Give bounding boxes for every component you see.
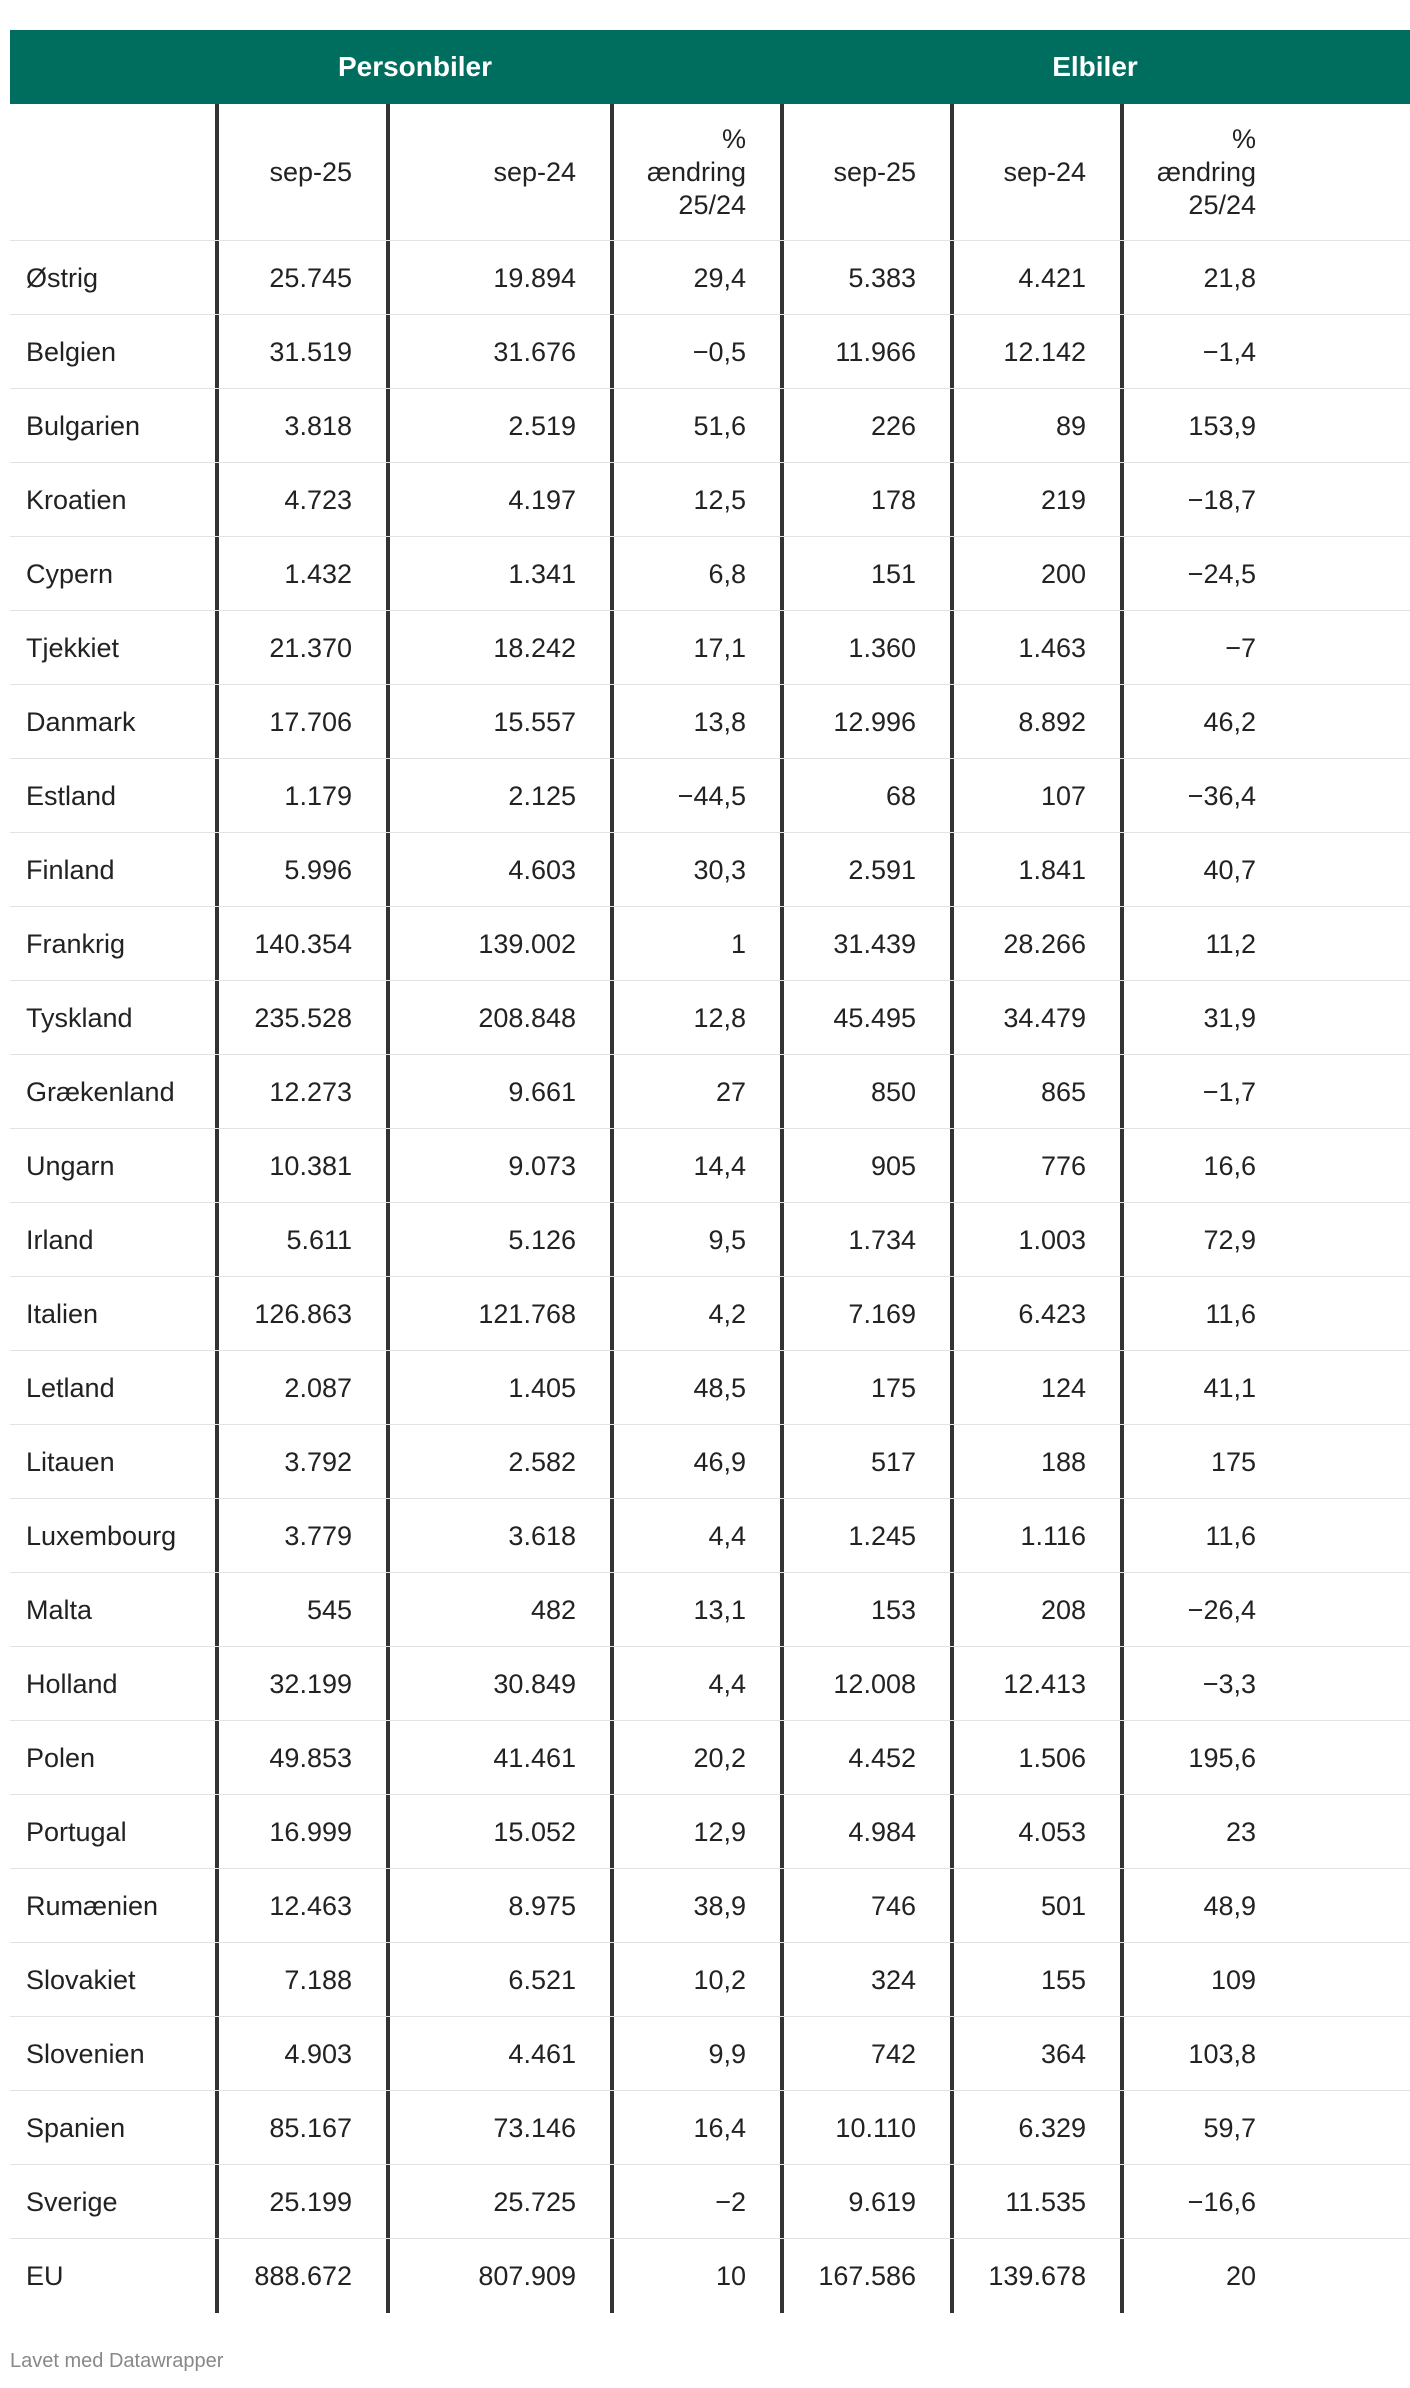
column-header: sep-25 bbox=[780, 104, 950, 240]
country-cell: Frankrig bbox=[26, 929, 126, 959]
table-row bbox=[10, 2239, 1410, 2313]
value-cell: 12,5 bbox=[610, 463, 780, 536]
value-cell: 9.073 bbox=[386, 1129, 610, 1202]
table-row bbox=[10, 1795, 1410, 1869]
table-row bbox=[10, 1499, 1410, 1573]
value-cell: 226 bbox=[780, 389, 950, 462]
country-cell: Danmark bbox=[26, 707, 136, 737]
table-row bbox=[10, 241, 1410, 315]
value-cell: 7.188 bbox=[215, 1943, 386, 2016]
country-cell: Malta bbox=[26, 1595, 93, 1625]
value-cell: 7.169 bbox=[780, 1277, 950, 1350]
value-cell: 25.725 bbox=[386, 2165, 610, 2238]
table-row bbox=[10, 1055, 1410, 1129]
value-cell: −2 bbox=[610, 2165, 780, 2238]
table-row bbox=[10, 1203, 1410, 1277]
value-cell: 107 bbox=[950, 759, 1120, 832]
value-cell: 151 bbox=[780, 537, 950, 610]
table-row bbox=[10, 1351, 1410, 1425]
value-cell: 21,8 bbox=[1120, 241, 1290, 314]
value-cell: 12.008 bbox=[780, 1647, 950, 1720]
value-cell: 4,2 bbox=[610, 1277, 780, 1350]
value-cell: 12,8 bbox=[610, 981, 780, 1054]
value-cell: 21.370 bbox=[215, 611, 386, 684]
country-cell: Sverige bbox=[26, 2187, 118, 2217]
table-row bbox=[10, 2165, 1410, 2239]
value-cell: 1.003 bbox=[950, 1203, 1120, 1276]
country-cell: Letland bbox=[26, 1373, 115, 1403]
value-cell: 12,9 bbox=[610, 1795, 780, 1868]
value-cell: 517 bbox=[780, 1425, 950, 1498]
value-cell: 109 bbox=[1120, 1943, 1290, 2016]
value-cell: 6,8 bbox=[610, 537, 780, 610]
value-cell: −36,4 bbox=[1120, 759, 1290, 832]
value-cell: 32.199 bbox=[215, 1647, 386, 1720]
country-cell: Holland bbox=[26, 1669, 118, 1699]
value-cell: 18.242 bbox=[386, 611, 610, 684]
value-cell: 5.126 bbox=[386, 1203, 610, 1276]
value-cell: 16,6 bbox=[1120, 1129, 1290, 1202]
value-cell: 139.002 bbox=[386, 907, 610, 980]
value-cell: 1.405 bbox=[386, 1351, 610, 1424]
value-cell: 167.586 bbox=[780, 2239, 950, 2313]
table-row bbox=[10, 537, 1410, 611]
table-row bbox=[10, 2017, 1410, 2091]
value-cell: 16.999 bbox=[215, 1795, 386, 1868]
value-cell: 742 bbox=[780, 2017, 950, 2090]
value-cell: 324 bbox=[780, 1943, 950, 2016]
value-cell: 178 bbox=[780, 463, 950, 536]
country-cell: Slovakiet bbox=[26, 1965, 136, 1995]
country-cell: Grækenland bbox=[26, 1077, 175, 1107]
value-cell: 2.125 bbox=[386, 759, 610, 832]
country-cell: Slovenien bbox=[26, 2039, 145, 2069]
value-cell: 2.591 bbox=[780, 833, 950, 906]
value-cell: 12.413 bbox=[950, 1647, 1120, 1720]
value-cell: 5.611 bbox=[215, 1203, 386, 1276]
value-cell: 31,9 bbox=[1120, 981, 1290, 1054]
value-cell: 2.582 bbox=[386, 1425, 610, 1498]
country-cell: Tyskland bbox=[26, 1003, 133, 1033]
value-cell: 208.848 bbox=[386, 981, 610, 1054]
value-cell: 12.142 bbox=[950, 315, 1120, 388]
value-cell: 6.521 bbox=[386, 1943, 610, 2016]
value-cell: 364 bbox=[950, 2017, 1120, 2090]
value-cell: 2.519 bbox=[386, 389, 610, 462]
value-cell: 9.661 bbox=[386, 1055, 610, 1128]
value-cell: 888.672 bbox=[215, 2239, 386, 2313]
table-row bbox=[10, 1869, 1410, 1943]
table-row bbox=[10, 1129, 1410, 1203]
country-cell: Belgien bbox=[26, 337, 117, 367]
group-header-row bbox=[10, 30, 1410, 104]
column-header: % ændring 25/24 bbox=[610, 104, 780, 240]
value-cell: 46,2 bbox=[1120, 685, 1290, 758]
value-cell: 40,7 bbox=[1120, 833, 1290, 906]
value-cell: −3,3 bbox=[1120, 1647, 1290, 1720]
value-cell: 3.818 bbox=[215, 389, 386, 462]
value-cell: 16,4 bbox=[610, 2091, 780, 2164]
value-cell: −44,5 bbox=[610, 759, 780, 832]
value-cell: 10.381 bbox=[215, 1129, 386, 1202]
value-cell: 41,1 bbox=[1120, 1351, 1290, 1424]
table-row bbox=[10, 2091, 1410, 2165]
table-row bbox=[10, 1573, 1410, 1647]
country-cell: Litauen bbox=[26, 1447, 115, 1477]
table-row bbox=[10, 833, 1410, 907]
table-row bbox=[10, 981, 1410, 1055]
table-row bbox=[10, 1943, 1410, 2017]
column-header: sep-25 bbox=[215, 104, 386, 240]
value-cell: 4.984 bbox=[780, 1795, 950, 1868]
column-header bbox=[10, 104, 215, 240]
column-header-row bbox=[10, 104, 1410, 241]
value-cell: 23 bbox=[1120, 1795, 1290, 1868]
value-cell: 13,8 bbox=[610, 685, 780, 758]
value-cell: 48,5 bbox=[610, 1351, 780, 1424]
value-cell: 9,5 bbox=[610, 1203, 780, 1276]
value-cell: 4.197 bbox=[386, 463, 610, 536]
value-cell: 5.383 bbox=[780, 241, 950, 314]
value-cell: 153,9 bbox=[1120, 389, 1290, 462]
value-cell: 17,1 bbox=[610, 611, 780, 684]
value-cell: 3.792 bbox=[215, 1425, 386, 1498]
value-cell: 8.975 bbox=[386, 1869, 610, 1942]
value-cell: 8.892 bbox=[950, 685, 1120, 758]
value-cell: 200 bbox=[950, 537, 1120, 610]
value-cell: 1.360 bbox=[780, 611, 950, 684]
table-row bbox=[10, 611, 1410, 685]
value-cell: 188 bbox=[950, 1425, 1120, 1498]
value-cell: 124 bbox=[950, 1351, 1120, 1424]
value-cell: 1 bbox=[610, 907, 780, 980]
value-cell: 4.723 bbox=[215, 463, 386, 536]
column-header: sep-24 bbox=[950, 104, 1120, 240]
value-cell: 501 bbox=[950, 1869, 1120, 1942]
value-cell: 1.463 bbox=[950, 611, 1120, 684]
value-cell: 807.909 bbox=[386, 2239, 610, 2313]
value-cell: −1,7 bbox=[1120, 1055, 1290, 1128]
value-cell: 1.506 bbox=[950, 1721, 1120, 1794]
table-row bbox=[10, 759, 1410, 833]
value-cell: 2.087 bbox=[215, 1351, 386, 1424]
value-cell: −0,5 bbox=[610, 315, 780, 388]
value-cell: 126.863 bbox=[215, 1277, 386, 1350]
value-cell: 12.273 bbox=[215, 1055, 386, 1128]
value-cell: −18,7 bbox=[1120, 463, 1290, 536]
value-cell: 59,7 bbox=[1120, 2091, 1290, 2164]
value-cell: 34.479 bbox=[950, 981, 1120, 1054]
value-cell: 9.619 bbox=[780, 2165, 950, 2238]
value-cell: 15.052 bbox=[386, 1795, 610, 1868]
value-cell: 235.528 bbox=[215, 981, 386, 1054]
data-table bbox=[10, 30, 1410, 2313]
value-cell: 4.421 bbox=[950, 241, 1120, 314]
table-row bbox=[10, 315, 1410, 389]
value-cell: 1.116 bbox=[950, 1499, 1120, 1572]
country-cell: Ungarn bbox=[26, 1151, 115, 1181]
country-cell: Irland bbox=[26, 1225, 94, 1255]
value-cell: 31.519 bbox=[215, 315, 386, 388]
table-row bbox=[10, 389, 1410, 463]
value-cell: 20 bbox=[1120, 2239, 1290, 2313]
value-cell: 11.535 bbox=[950, 2165, 1120, 2238]
value-cell: −1,4 bbox=[1120, 315, 1290, 388]
table-row bbox=[10, 685, 1410, 759]
value-cell: 6.423 bbox=[950, 1277, 1120, 1350]
value-cell: 1.179 bbox=[215, 759, 386, 832]
value-cell: 10,2 bbox=[610, 1943, 780, 2016]
value-cell: 85.167 bbox=[215, 2091, 386, 2164]
value-cell: 89 bbox=[950, 389, 1120, 462]
value-cell: 4.053 bbox=[950, 1795, 1120, 1868]
table-viewport[interactable] bbox=[10, 30, 1256, 2330]
value-cell: 6.329 bbox=[950, 2091, 1120, 2164]
country-cell: Luxembourg bbox=[26, 1521, 177, 1551]
value-cell: 5.996 bbox=[215, 833, 386, 906]
value-cell: 73.146 bbox=[386, 2091, 610, 2164]
value-cell: 4,4 bbox=[610, 1499, 780, 1572]
value-cell: 51,6 bbox=[610, 389, 780, 462]
value-cell: 175 bbox=[780, 1351, 950, 1424]
country-cell: Kroatien bbox=[26, 485, 127, 515]
country-cell: Finland bbox=[26, 855, 115, 885]
value-cell: 140.354 bbox=[215, 907, 386, 980]
value-cell: 905 bbox=[780, 1129, 950, 1202]
country-cell: Cypern bbox=[26, 559, 114, 589]
group-title-elbiler: Elbiler bbox=[1052, 51, 1138, 82]
value-cell: 25.745 bbox=[215, 241, 386, 314]
country-cell: Østrig bbox=[26, 263, 99, 293]
value-cell: 49.853 bbox=[215, 1721, 386, 1794]
value-cell: −26,4 bbox=[1120, 1573, 1290, 1646]
country-cell: EU bbox=[26, 2261, 64, 2291]
group-title-personbiler: Personbiler bbox=[337, 51, 493, 82]
value-cell: 865 bbox=[950, 1055, 1120, 1128]
value-cell: 746 bbox=[780, 1869, 950, 1942]
value-cell: 1.245 bbox=[780, 1499, 950, 1572]
value-cell: 11,6 bbox=[1120, 1499, 1290, 1572]
value-cell: −24,5 bbox=[1120, 537, 1290, 610]
value-cell: 48,9 bbox=[1120, 1869, 1290, 1942]
value-cell: −16,6 bbox=[1120, 2165, 1290, 2238]
value-cell: 13,1 bbox=[610, 1573, 780, 1646]
value-cell: 15.557 bbox=[386, 685, 610, 758]
value-cell: 545 bbox=[215, 1573, 386, 1646]
value-cell: 3.779 bbox=[215, 1499, 386, 1572]
value-cell: 41.461 bbox=[386, 1721, 610, 1794]
value-cell: 19.894 bbox=[386, 241, 610, 314]
column-header: sep-24 bbox=[386, 104, 610, 240]
value-cell: 38,9 bbox=[610, 1869, 780, 1942]
value-cell: 30.849 bbox=[386, 1647, 610, 1720]
country-cell: Portugal bbox=[26, 1817, 127, 1847]
value-cell: 11.966 bbox=[780, 315, 950, 388]
value-cell: 31.439 bbox=[780, 907, 950, 980]
value-cell: 27 bbox=[610, 1055, 780, 1128]
value-cell: 175 bbox=[1120, 1425, 1290, 1498]
value-cell: 482 bbox=[386, 1573, 610, 1646]
country-cell: Estland bbox=[26, 781, 117, 811]
value-cell: 20,2 bbox=[610, 1721, 780, 1794]
value-cell: 45.495 bbox=[780, 981, 950, 1054]
value-cell: 4.452 bbox=[780, 1721, 950, 1794]
value-cell: 139.678 bbox=[950, 2239, 1120, 2313]
country-cell: Polen bbox=[26, 1743, 96, 1773]
value-cell: 208 bbox=[950, 1573, 1120, 1646]
table-body bbox=[10, 241, 1410, 2313]
value-cell: 29,4 bbox=[610, 241, 780, 314]
value-cell: 121.768 bbox=[386, 1277, 610, 1350]
table-row bbox=[10, 1721, 1410, 1795]
value-cell: 1.841 bbox=[950, 833, 1120, 906]
value-cell: 776 bbox=[950, 1129, 1120, 1202]
country-cell: Spanien bbox=[26, 2113, 126, 2143]
value-cell: 30,3 bbox=[610, 833, 780, 906]
value-cell: 219 bbox=[950, 463, 1120, 536]
country-cell: Tjekkiet bbox=[26, 633, 120, 663]
table-row bbox=[10, 1277, 1410, 1351]
value-cell: 10 bbox=[610, 2239, 780, 2313]
value-cell: 10.110 bbox=[780, 2091, 950, 2164]
table-row bbox=[10, 907, 1410, 981]
value-cell: 1.734 bbox=[780, 1203, 950, 1276]
value-cell: 17.706 bbox=[215, 685, 386, 758]
value-cell: 4,4 bbox=[610, 1647, 780, 1720]
value-cell: 28.266 bbox=[950, 907, 1120, 980]
value-cell: 12.996 bbox=[780, 685, 950, 758]
table-row bbox=[10, 1425, 1410, 1499]
value-cell: 11,6 bbox=[1120, 1277, 1290, 1350]
value-cell: 195,6 bbox=[1120, 1721, 1290, 1794]
value-cell: 12.463 bbox=[215, 1869, 386, 1942]
footer-credit: Lavet med Datawrapper bbox=[10, 2350, 224, 2372]
value-cell: 11,2 bbox=[1120, 907, 1290, 980]
value-cell: 72,9 bbox=[1120, 1203, 1290, 1276]
value-cell: 850 bbox=[780, 1055, 950, 1128]
value-cell: 155 bbox=[950, 1943, 1120, 2016]
value-cell: 4.903 bbox=[215, 2017, 386, 2090]
value-cell: 153 bbox=[780, 1573, 950, 1646]
country-cell: Italien bbox=[26, 1299, 99, 1329]
country-cell: Rumænien bbox=[26, 1891, 159, 1921]
table-row bbox=[10, 463, 1410, 537]
value-cell: 25.199 bbox=[215, 2165, 386, 2238]
value-cell: 1.341 bbox=[386, 537, 610, 610]
value-cell: 14,4 bbox=[610, 1129, 780, 1202]
value-cell: 103,8 bbox=[1120, 2017, 1290, 2090]
country-cell: Bulgarien bbox=[26, 411, 141, 441]
value-cell: 4.603 bbox=[386, 833, 610, 906]
value-cell: 68 bbox=[780, 759, 950, 832]
value-cell: 46,9 bbox=[610, 1425, 780, 1498]
column-header: % ændring 25/24 bbox=[1120, 104, 1290, 240]
value-cell: 1.432 bbox=[215, 537, 386, 610]
value-cell: 3.618 bbox=[386, 1499, 610, 1572]
value-cell: −7 bbox=[1120, 611, 1290, 684]
value-cell: 9,9 bbox=[610, 2017, 780, 2090]
value-cell: 31.676 bbox=[386, 315, 610, 388]
table-row bbox=[10, 1647, 1410, 1721]
value-cell: 4.461 bbox=[386, 2017, 610, 2090]
